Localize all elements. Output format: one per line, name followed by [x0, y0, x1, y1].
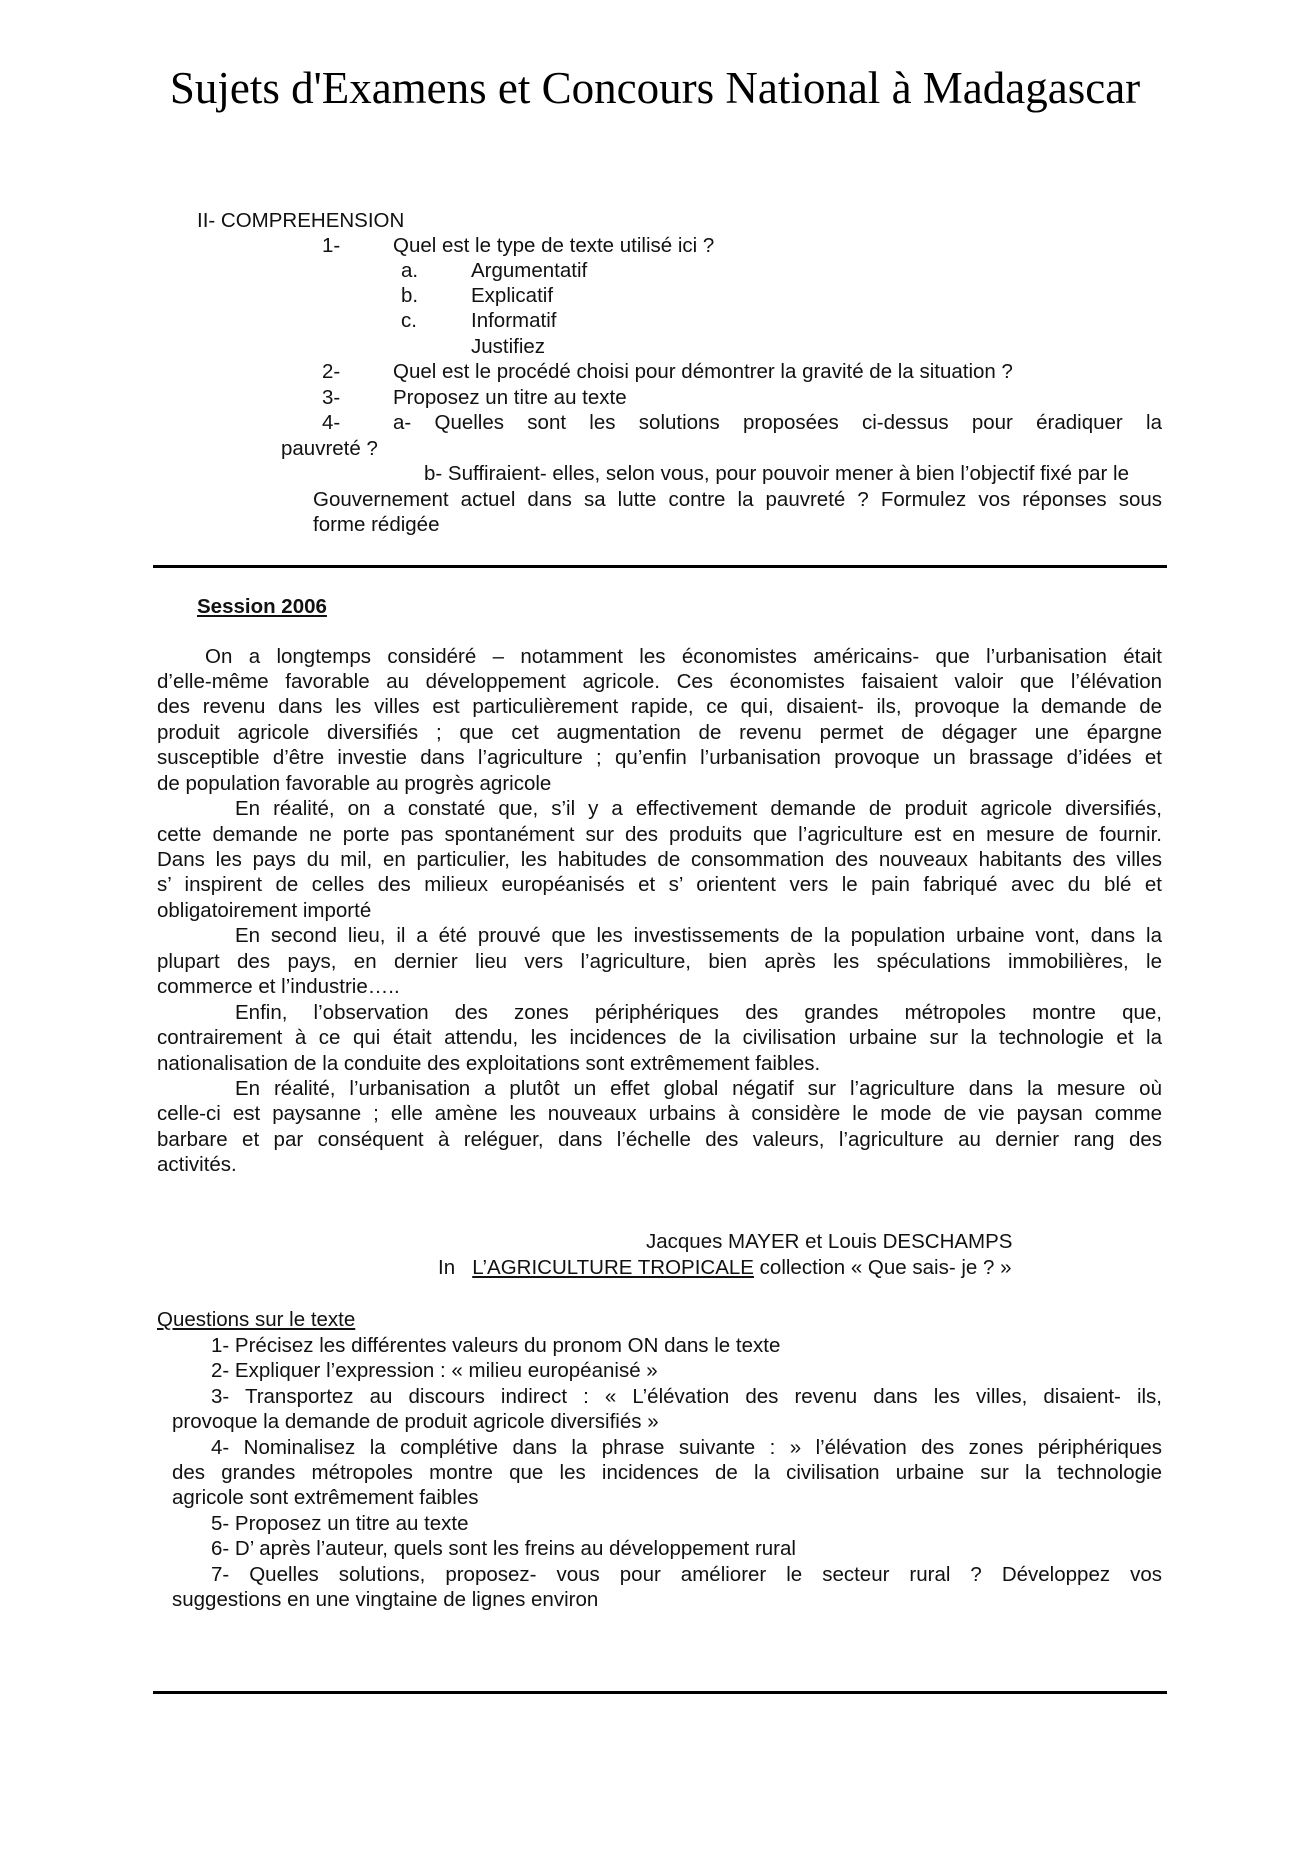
- question-line: des grandes métropoles montre que les incidences de la civilisation urbaine sur la technologie: [172, 1461, 1162, 1484]
- passage-line: contrairement à ce qui était attendu, les incidences de la civilisation urbaine sur la technologie et la: [157, 1026, 1162, 1049]
- question-4b-line-3: forme rédigée: [313, 513, 440, 536]
- question-4b-line-2: Gouvernement actuel dans sa lutte contre la pauvreté ? Formulez vos réponses sous: [313, 488, 1162, 511]
- question-line: suggestions en une vingtaine de lignes environ: [172, 1588, 599, 1611]
- option-c-text: Informatif: [471, 309, 557, 332]
- page-header-title: Sujets d'Examens et Concours National à Madagascar: [169, 63, 1141, 113]
- comprehension-heading: II- COMPREHENSION: [197, 209, 405, 232]
- passage-line: produit agricole diversifiés ; que cet augmentation de revenu permet de dégager une épargne: [157, 721, 1162, 744]
- citation-authors: Jacques MAYER et Louis DESCHAMPS: [646, 1230, 1013, 1253]
- question-line: 3- Transportez au discours indirect : « L’élévation des revenu dans les villes, disaient- ils,: [211, 1385, 1162, 1408]
- citation-collection: collection « Que sais- je ? »: [759, 1256, 1012, 1279]
- section-divider: [153, 565, 1167, 568]
- passage-line: On a longtemps considéré – notamment les économistes américains- que l’urbanisation était: [205, 645, 1162, 668]
- passage-line: obligatoirement importé: [157, 899, 372, 922]
- bottom-divider: [153, 1691, 1167, 1694]
- question-line: 6- D’ après l’auteur, quels sont les freins au développement rural: [211, 1537, 796, 1560]
- questions-title: Questions sur le texte: [157, 1308, 356, 1331]
- passage-line: cette demande ne porte pas spontanément sur des produits que l’agriculture est en mesure de fournir.: [157, 823, 1162, 846]
- option-b-letter: b.: [401, 284, 419, 307]
- question-3-number: 3-: [322, 386, 341, 409]
- question-line: 7- Quelles solutions, proposez- vous pour améliorer le secteur rural ? Développez vos: [211, 1563, 1162, 1586]
- passage-line: activités.: [157, 1153, 237, 1176]
- passage-line: s’ inspirent de celles des milieux européanisés et s’ orientent vers le pain fabriqué avec du blé et: [157, 873, 1162, 896]
- passage-line: En réalité, on a constaté que, s’il y a effectivement demande de produit agricole diversifiés,: [235, 797, 1162, 820]
- question-2-text: Quel est le procédé choisi pour démontrer la gravité de la situation ?: [393, 360, 1013, 383]
- question-line: 4- Nominalisez la complétive dans la phrase suivante : » l’élévation des zones périphériques: [211, 1436, 1162, 1459]
- question-4a-line-2: pauvreté ?: [281, 437, 378, 460]
- question-line: 1- Précisez les différentes valeurs du pronom ON dans le texte: [211, 1334, 781, 1357]
- passage-line: plupart des pays, en dernier lieu vers l’agriculture, bien après les spéculations immobilières, le: [157, 950, 1162, 973]
- passage-line: celle-ci est paysanne ; elle amène les nouveaux urbains à considère le mode de vie paysan comme: [157, 1102, 1162, 1125]
- option-a-text: Argumentatif: [471, 259, 588, 282]
- passage-line: d’elle-même favorable au développement agricole. Ces économistes faisaient valoir que l’élévation: [157, 670, 1162, 693]
- citation-book-title: L’AGRICULTURE TROPICALE: [472, 1256, 754, 1279]
- question-4a-line-1: a- Quelles sont les solutions proposées ci-dessus pour éradiquer la: [393, 411, 1162, 434]
- option-c-letter: c.: [401, 309, 417, 332]
- passage-line: barbare et par conséquent à reléguer, dans l’échelle des valeurs, l’agriculture au dernier rang des: [157, 1128, 1162, 1151]
- question-line: 5- Proposez un titre au texte: [211, 1512, 469, 1535]
- question-3-text: Proposez un titre au texte: [393, 386, 627, 409]
- option-b-text: Explicatif: [471, 284, 554, 307]
- question-2-number: 2-: [322, 360, 341, 383]
- question-1-text: Quel est le type de texte utilisé ici ?: [393, 234, 715, 257]
- passage-line: En réalité, l’urbanisation a plutôt un effet global négatif sur l’agriculture dans la mesure où: [235, 1077, 1162, 1100]
- passage-line: Enfin, l’observation des zones périphériques des grandes métropoles montre que,: [235, 1001, 1162, 1024]
- question-4-number: 4-: [322, 411, 341, 434]
- passage-line: susceptible d’être investie dans l’agriculture ; qu’enfin l’urbanisation provoque un brassage d’idées et: [157, 746, 1162, 769]
- session-title: Session 2006: [197, 595, 327, 618]
- passage-line: nationalisation de la conduite des exploitations sont extrêmement faibles.: [157, 1052, 821, 1075]
- passage-line: commerce et l’industrie…..: [157, 975, 400, 998]
- passage-line: des revenu dans les villes est particulièrement rapide, ce qui, disaient- ils, provoque la demande de: [157, 695, 1162, 718]
- passage-line: Dans les pays du mil, en particulier, les habitudes de consommation des nouveaux habitants des villes: [157, 848, 1162, 871]
- citation-prefix: In: [438, 1256, 456, 1279]
- question-1-number: 1-: [322, 234, 341, 257]
- question-line: agricole sont extrêmement faibles: [172, 1486, 479, 1509]
- citation-source: [438, 1255, 1012, 1280]
- question-line: provoque la demande de produit agricole diversifiés »: [172, 1410, 659, 1433]
- justify-instruction: Justifiez: [471, 335, 546, 358]
- question-4b-line-1: b- Suffiraient- elles, selon vous, pour pouvoir mener à bien l’objectif fixé par le: [424, 462, 1129, 485]
- question-line: 2- Expliquer l’expression : « milieu européanisé »: [211, 1359, 658, 1382]
- passage-line: de population favorable au progrès agricole: [157, 772, 552, 795]
- passage-line: En second lieu, il a été prouvé que les investissements de la population urbaine vont, dans la: [235, 924, 1162, 947]
- option-a-letter: a.: [401, 259, 419, 282]
